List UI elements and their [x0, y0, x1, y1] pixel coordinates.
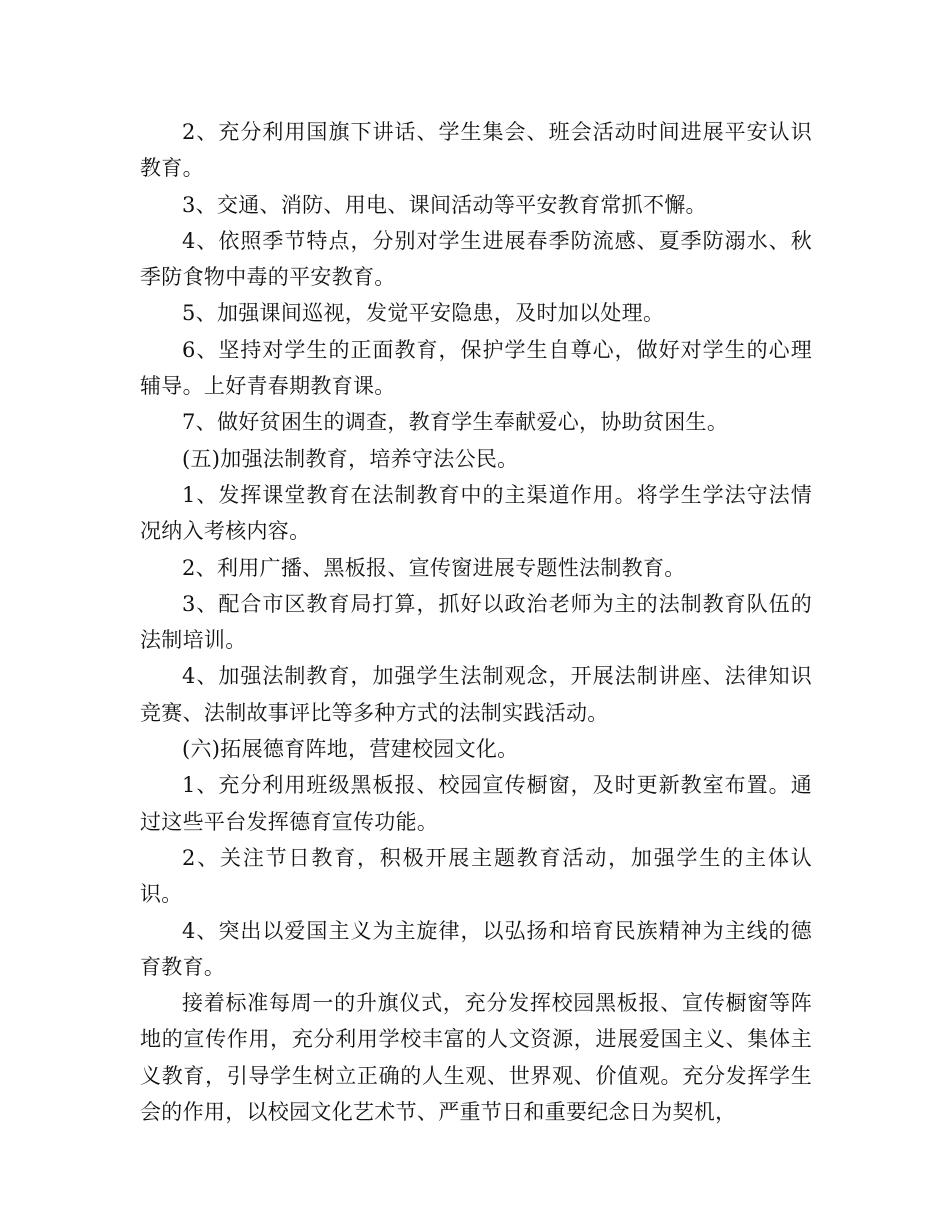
section-heading-campus-culture: (六)拓展德育阵地，营建校园文化。	[182, 737, 519, 762]
paragraph-safety-education-3: 3、交通、消防、用电、课间活动等平安教育常抓不懈。	[182, 192, 707, 217]
paragraph-safety-education-6: 6、坚持对学生的正面教育，保护学生自尊心，做好对学生的心理辅导。上好青春期教育课。	[140, 337, 812, 399]
paragraph-safety-education-7: 7、做好贫困生的调查，教育学生奉献爱心，协助贫困生。	[182, 410, 729, 435]
document-body	[140, 114, 812, 1130]
paragraph-campus-culture-4: 4、突出以爱国主义为主旋律，以弘扬和培育民族精神为主线的德育教育。	[140, 918, 812, 979]
paragraph-legal-education-1: 1、发挥课堂教育在法制教育中的主渠道作用。将学生学法守法情况纳入考核内容。	[140, 482, 812, 544]
paragraph-flag-ceremony: 接着标准每周一的升旗仪式，充分发挥校园黑板报、宣传橱窗等阵地的宣传作用，充分利用学校丰富的人文资源，进展爱国主义、集体主义教育，引导学生树立正确的人生观、世界观、价值观。充分发挥学生会的作用，以校园文化艺术节、严重节日和重要纪念日为契机，	[140, 991, 812, 1125]
paragraph-safety-education-4: 4、依照季节特点，分别对学生进展春季防流感、夏季防溺水、秋季防食物中毒的平安教育。	[140, 228, 812, 290]
paragraph-safety-education-5: 5、加强课间巡视，发觉平安隐患，及时加以处理。	[182, 301, 665, 326]
section-heading-legal-education: (五)加强法制教育，培养守法公民。	[182, 446, 519, 471]
paragraph-safety-education-2: 2、充分利用国旗下讲话、学生集会、班会活动时间进展平安认识教育。	[140, 120, 812, 181]
paragraph-legal-education-4: 4、加强法制教育，加强学生法制观念，开展法制讲座、法律知识竞赛、法制故事评比等多种方式的法制实践活动。	[140, 664, 812, 725]
paragraph-legal-education-3: 3、配合市区教育局打算，抓好以政治老师为主的法制教育队伍的法制培训。	[140, 591, 812, 653]
paragraph-campus-culture-2: 2、关注节日教育，积极开展主题教育活动，加强学生的主体认识。	[140, 845, 812, 907]
paragraph-campus-culture-1: 1、充分利用班级黑板报、校园宣传橱窗，及时更新教室布置。通过这些平台发挥德育宣传功能。	[140, 773, 812, 834]
paragraph-legal-education-2: 2、利用广播、黑板报、宣传窗进展专题性法制教育。	[182, 555, 686, 580]
